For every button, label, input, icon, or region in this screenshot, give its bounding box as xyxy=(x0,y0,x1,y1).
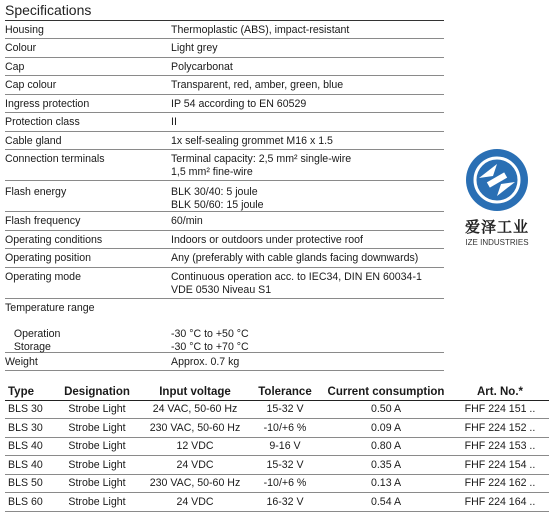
table-row xyxy=(5,474,549,493)
cell-designation: Strobe Light xyxy=(53,419,141,438)
cell-designation: Strobe Light xyxy=(53,437,141,456)
cell-type: BLS 30 xyxy=(5,400,53,419)
cell-current: 0.09 A xyxy=(321,419,451,438)
spec-value: 1x self-sealing grommet M16 x 1.5 xyxy=(171,134,333,147)
logo-chinese-text: 爱泽工业 xyxy=(464,218,529,236)
spec-row xyxy=(5,249,444,268)
cell-type: BLS 40 xyxy=(5,437,53,456)
spec-label: Protection class xyxy=(5,116,80,128)
spec-row xyxy=(5,268,444,299)
cell-current: 0.13 A xyxy=(321,474,451,493)
logo-english-text: IZE INDUSTRIES xyxy=(465,238,529,247)
spec-row xyxy=(5,150,444,181)
spec-row xyxy=(5,39,444,58)
cell-type: BLS 30 xyxy=(5,419,53,438)
table-row xyxy=(5,493,549,512)
cell-type: BLS 60 xyxy=(5,493,53,512)
spec-value: Any (preferably with cable glands facing downwards) xyxy=(171,252,419,264)
cell-input-voltage: 230 VAC, 50-60 Hz xyxy=(141,474,249,493)
spec-label: Weight xyxy=(5,355,38,368)
spec-label: Cap colour xyxy=(5,79,57,91)
spec-list xyxy=(5,21,444,371)
logo-emblem-icon xyxy=(465,148,529,212)
cell-input-voltage: 24 VAC, 50-60 Hz xyxy=(141,400,249,419)
cell-art-no: FHF 224 162 .. xyxy=(451,474,549,493)
cell-designation: Strobe Light xyxy=(53,400,141,419)
table-row xyxy=(5,419,549,438)
column-header-designation: Designation xyxy=(53,384,141,400)
spec-row xyxy=(5,113,444,132)
table-row xyxy=(5,437,549,456)
spec-label: Cap xyxy=(5,60,25,73)
section-title: Specifications xyxy=(5,2,92,18)
cell-input-voltage: 24 VDC xyxy=(141,493,249,512)
spec-label: Temperature range Operation Storage xyxy=(5,301,95,353)
column-header-input-voltage: Input voltage xyxy=(141,384,249,400)
cell-type: BLS 40 xyxy=(5,456,53,475)
spec-label: Flash frequency xyxy=(5,215,81,227)
cell-tolerance: 15-32 V xyxy=(249,456,321,475)
spec-value: Light grey xyxy=(171,42,218,54)
product-table xyxy=(5,384,549,512)
spec-label: Connection terminals xyxy=(5,153,105,165)
cell-art-no: FHF 224 154 .. xyxy=(451,456,549,475)
spec-label: Flash energy xyxy=(5,186,67,198)
spec-value: -30 °C to +50 °C -30 °C to +70 °C xyxy=(171,327,249,353)
spec-value: Transparent, red, amber, green, blue xyxy=(171,79,344,91)
spec-value: Thermoplastic (ABS), impact-resistant xyxy=(171,24,350,36)
spec-row xyxy=(5,353,444,372)
spec-value: 60/min xyxy=(171,215,203,227)
spec-value: Approx. 0.7 kg xyxy=(171,355,240,368)
spec-value: Polycarbonat xyxy=(171,60,233,73)
cell-art-no: FHF 224 152 .. xyxy=(451,419,549,438)
cell-tolerance: 16-32 V xyxy=(249,493,321,512)
table-row xyxy=(5,400,549,419)
table-row xyxy=(5,456,549,475)
cell-tolerance: 15-32 V xyxy=(249,400,321,419)
cell-current: 0.80 A xyxy=(321,437,451,456)
spec-label: Operating mode xyxy=(5,270,81,283)
column-header-tolerance: Tolerance xyxy=(249,384,321,400)
spec-label: Operating conditions xyxy=(5,233,103,246)
spec-label: Colour xyxy=(5,42,37,54)
spec-label: Ingress protection xyxy=(5,97,90,110)
spec-row xyxy=(5,21,444,39)
cell-tolerance: -10/+6 % xyxy=(249,419,321,438)
spec-row xyxy=(5,76,444,95)
spec-value: IP 54 according to EN 60529 xyxy=(171,97,307,110)
cell-type: BLS 50 xyxy=(5,474,53,493)
cell-tolerance: 9-16 V xyxy=(249,437,321,456)
spec-label: Operating position xyxy=(5,252,91,264)
spec-value: Indoors or outdoors under protective roof xyxy=(171,233,363,246)
column-header-type: Type xyxy=(5,384,53,400)
cell-art-no: FHF 224 164 .. xyxy=(451,493,549,512)
cell-designation: Strobe Light xyxy=(53,456,141,475)
table-header-row xyxy=(5,384,549,400)
spec-row xyxy=(5,181,444,212)
column-header-art-no: Art. No.* xyxy=(451,384,549,400)
cell-current: 0.35 A xyxy=(321,456,451,475)
spec-value: Terminal capacity: 2,5 mm² single-wire 1,5 mm² fine-wire xyxy=(171,153,352,178)
cell-designation: Strobe Light xyxy=(53,474,141,493)
spec-row xyxy=(5,299,444,353)
spec-label: Cable gland xyxy=(5,134,62,147)
cell-current: 0.54 A xyxy=(321,493,451,512)
cell-input-voltage: 230 VAC, 50-60 Hz xyxy=(141,419,249,438)
spec-row xyxy=(5,132,444,151)
spec-row xyxy=(5,231,444,250)
cell-input-voltage: 24 VDC xyxy=(141,456,249,475)
cell-current: 0.50 A xyxy=(321,400,451,419)
column-header-current-consumption: Current consumption xyxy=(321,384,451,400)
cell-art-no: FHF 224 153 .. xyxy=(451,437,549,456)
company-logo xyxy=(461,148,533,247)
spec-value: BLK 30/40: 5 joule BLK 50/60: 15 joule xyxy=(171,186,264,211)
spec-value: Continuous operation acc. to IEC34, DIN EN 60034-1 VDE 0530 Niveau S1 xyxy=(171,270,422,296)
spec-label: Housing xyxy=(5,24,44,36)
spec-row xyxy=(5,212,444,231)
cell-input-voltage: 12 VDC xyxy=(141,437,249,456)
cell-art-no: FHF 224 151 .. xyxy=(451,400,549,419)
cell-designation: Strobe Light xyxy=(53,493,141,512)
spec-row xyxy=(5,58,444,77)
spec-row xyxy=(5,95,444,114)
cell-tolerance: -10/+6 % xyxy=(249,474,321,493)
spec-value: II xyxy=(171,116,177,128)
